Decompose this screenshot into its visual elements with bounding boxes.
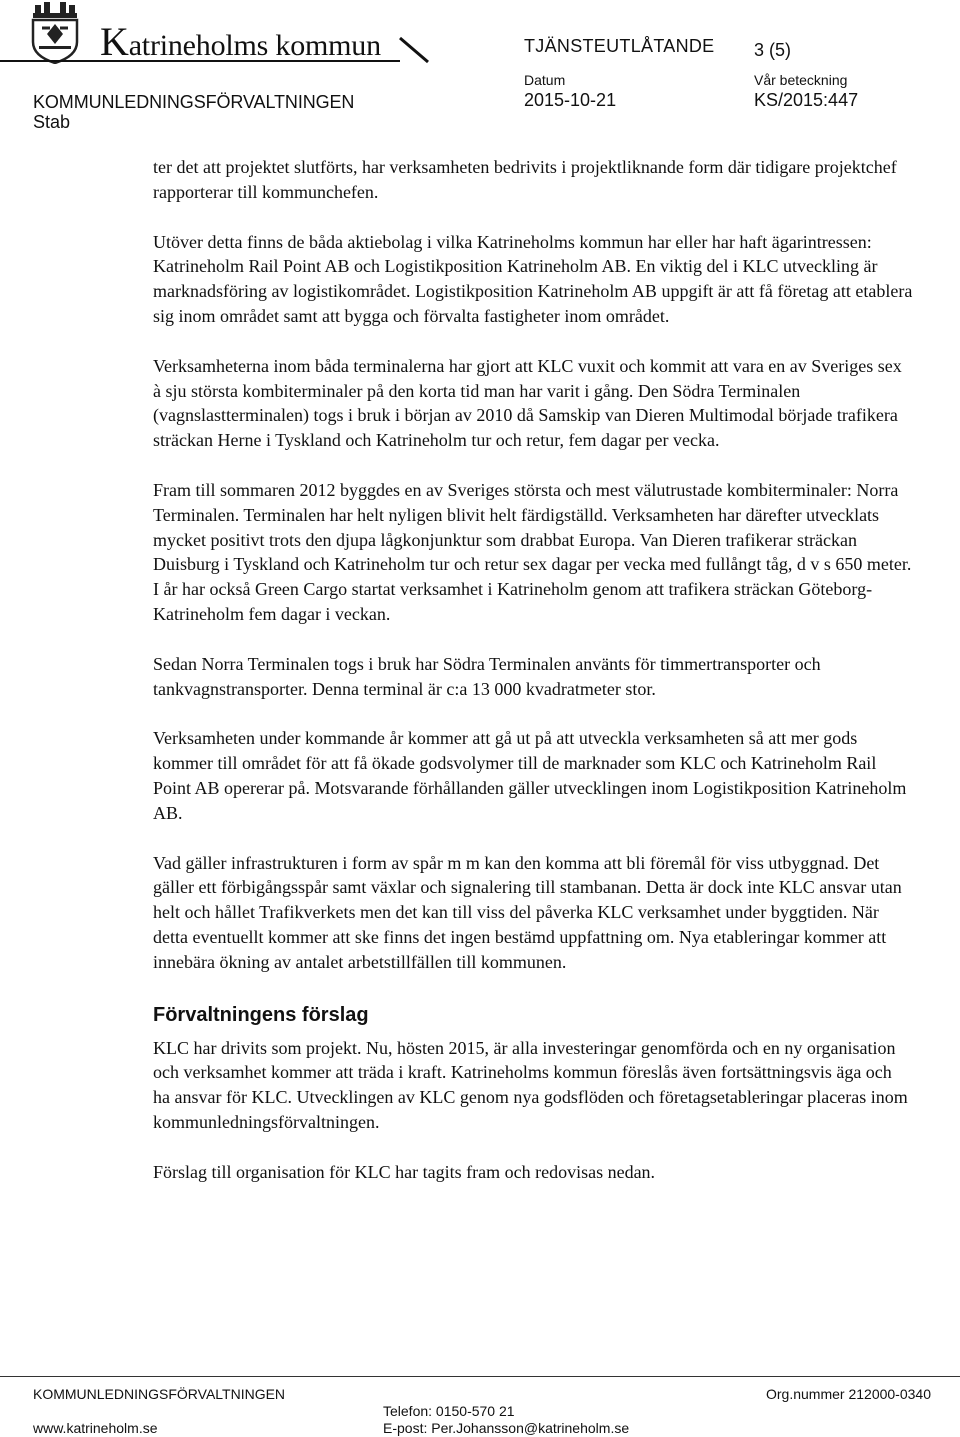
section-heading: Förvaltningens förslag bbox=[153, 1003, 369, 1026]
body-paragraph: Verksamheterna inom båda terminalerna har gjort att KLC vuxit och kommit att vara en av Sveriges sex à sju största kombiterminaler på den korta tid man har varit i gång. Den Södra Terminalen (vagnslastterminalen) togs i bruk i början av 2010 då Samskip van Dieren Multimodal började trafikera sträckan Herne i Tyskland och Katrineholm tur och retur, fem dagar per vecka. bbox=[153, 355, 902, 451]
document-body bbox=[153, 155, 913, 1210]
body-paragraph: Verksamheten under kommande år kommer att gå ut på att utveckla verksamheten så att mer gods kommer till området för att få ökade godsvolymer till de marknader som KLC och Katrineholm Rail Point AB opererar på. Motsvarande förhållanden gäller utvecklingen inom Logistikposition Katrineholm AB. bbox=[153, 728, 907, 823]
footer-phone: Telefon: 0150-570 21 bbox=[383, 1403, 515, 1419]
body-paragraph: Sedan Norra Terminalen togs i bruk har Södra Terminalen använts för timmertransporter och tankvagnstransporter. Denna terminal är c:a 13 000 kvadratmeter stor. bbox=[153, 653, 821, 699]
body-paragraph: Utöver detta finns de båda aktiebolag i vilka Katrineholms kommun har eller har haft ägarintressen: Katrineholm Rail Point AB och Logistikposition Katrineholm AB. En viktig del i KLC utveckling är marknadsföring av logistikområdet. Logistikposition Katrineholm AB uppgift är att få företag att etablera sig inom området samt att bygga och förvalta fastigheter inom området. bbox=[153, 231, 913, 326]
reference-value: KS/2015:447 bbox=[754, 90, 859, 110]
footer-rule bbox=[0, 1376, 960, 1377]
date-label: Datum bbox=[524, 72, 566, 88]
page-number: 3 (5) bbox=[754, 40, 792, 60]
department-name: KOMMUNLEDNINGSFÖRVALTNINGEN bbox=[33, 92, 355, 112]
unit-name: Stab bbox=[33, 112, 71, 132]
section-paragraph: Förslag till organisation för KLC har tagits fram och redovisas nedan. bbox=[153, 1161, 656, 1182]
body-paragraph: Vad gäller infrastrukturen i form av spår m m kan den komma att bli föremål för viss utbyggnad. Det gäller ett förbigångsspår samt växlar och signalering till stambanan. Detta är dock inte KLC ansvar utan helt och hållet Trafikverkets men det kan till viss del påverka KLC verksamhet under byggtiden. När detta eventuellt kommer att ske finns det ingen bestämd uppfattning om. Nya etableringar kommer att innebära ökning av antalet arbetstillfällen till kommunen. bbox=[153, 852, 902, 972]
body-paragraph: Fram till sommaren 2012 byggdes en av Sveriges största och mest välutrustade kombiterminaler: Norra Terminalen. Terminalen har helt nyligen blivit helt färdigställd. Verksamheten har därefter utvecklats mycket positivt trots den djupa lågkonjunktur som drabbat Europa. Van Dieren trafikerar sträckan Duisburg i Tyskland och Katrineholm tur och retur sex dagar per vecka med fullångt tåg, d v s 650 meter. I år har också Green Cargo startat verksamhet i Katrineholm genom att trafikera sträckan Göteborg- Katrineholm fem dagar i veckan. bbox=[153, 479, 912, 624]
municipal-crest-icon bbox=[30, 2, 80, 64]
section-paragraph: KLC har drivits som projekt. Nu, hösten 2015, är alla investeringar genomförda och en ny organisation och verksamhet kommer att träda i kraft. Katrineholms kommun föreslås även fortsättningsvis äga och ha ansvar för KLC. Utvecklingen av KLC genom nya godsflöden och företagsetableringar placeras inom kommunledningsförvaltningen. bbox=[153, 1037, 908, 1132]
date-value: 2015-10-21 bbox=[524, 90, 617, 110]
logo-swoosh-icon bbox=[398, 36, 432, 66]
reference-label: Vår beteckning bbox=[754, 72, 848, 88]
footer-email[interactable]: E-post: Per.Johansson@katrineholm.se bbox=[383, 1420, 630, 1436]
footer-website[interactable]: www.katrineholm.se bbox=[33, 1420, 158, 1436]
body-paragraph: ter det att projektet slutförts, har verksamheten bedrivits i projektliknande form där tidigare projektchef rapporterar till kommunchefen. bbox=[153, 157, 897, 202]
municipality-logo-text: Katrineholms kommun bbox=[100, 19, 381, 64]
document-type: TJÄNSTEUTLÅTANDE bbox=[524, 36, 715, 56]
footer-department: KOMMUNLEDNINGSFÖRVALTNINGEN bbox=[33, 1386, 286, 1402]
footer-org-number: Org.nummer 212000-0340 bbox=[766, 1386, 931, 1402]
